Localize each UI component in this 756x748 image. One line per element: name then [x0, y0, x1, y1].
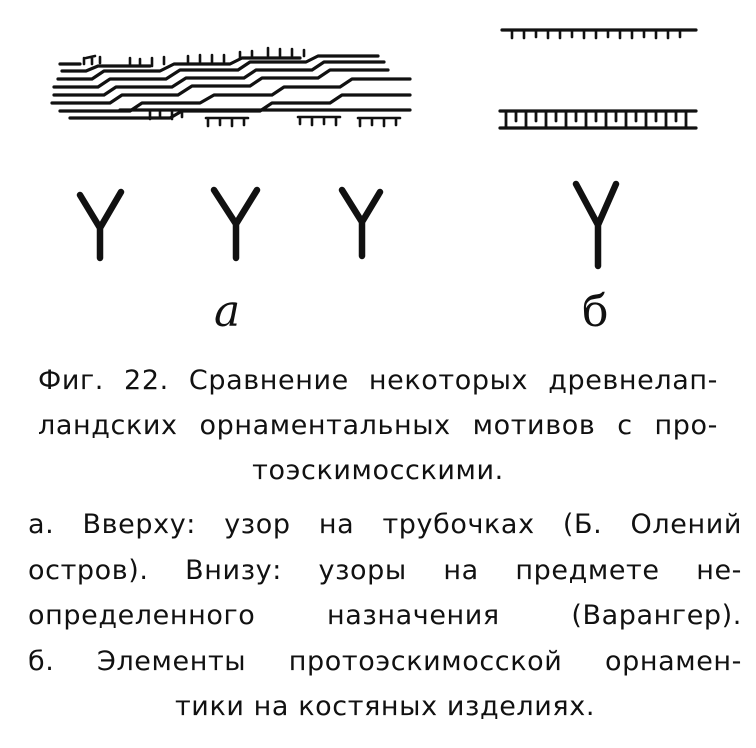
y-motifs — [80, 184, 616, 266]
tick-marks-bottom — [150, 111, 400, 126]
legend-line: определенного назначения (Варангер). — [28, 600, 742, 631]
teeth-top — [512, 30, 680, 38]
figure-illustration — [0, 0, 756, 340]
stepped-line — [70, 95, 410, 118]
y-motif — [342, 190, 380, 256]
caption-line: тоэскимосскими. — [252, 455, 504, 486]
y-motif — [80, 192, 121, 258]
y-motif — [576, 184, 616, 266]
y-motif — [214, 190, 257, 258]
legend-line: тики на костяных изделиях. — [174, 691, 596, 722]
panel-label-b: б — [582, 286, 609, 337]
ornament-a-stepped-lines — [52, 48, 410, 126]
ornament-b-toothed-lines — [500, 30, 696, 128]
caption-line: Фиг. 22. Сравнение некоторых древнелап- — [38, 365, 718, 396]
panel-label-a: а — [214, 286, 241, 337]
figure-legend — [28, 502, 742, 730]
figure-caption — [38, 358, 718, 493]
caption-line: ландских орнаментальных мотивов с про- — [38, 410, 718, 441]
teeth-bottom — [506, 111, 686, 128]
legend-line: а. Вверху: узор на трубочках (Б. Олений — [28, 509, 742, 540]
legend-line: остров). Внизу: узоры на предмете не- — [28, 554, 742, 586]
legend-line: б. Элементы протоэскимосской орнамен- — [28, 645, 742, 677]
